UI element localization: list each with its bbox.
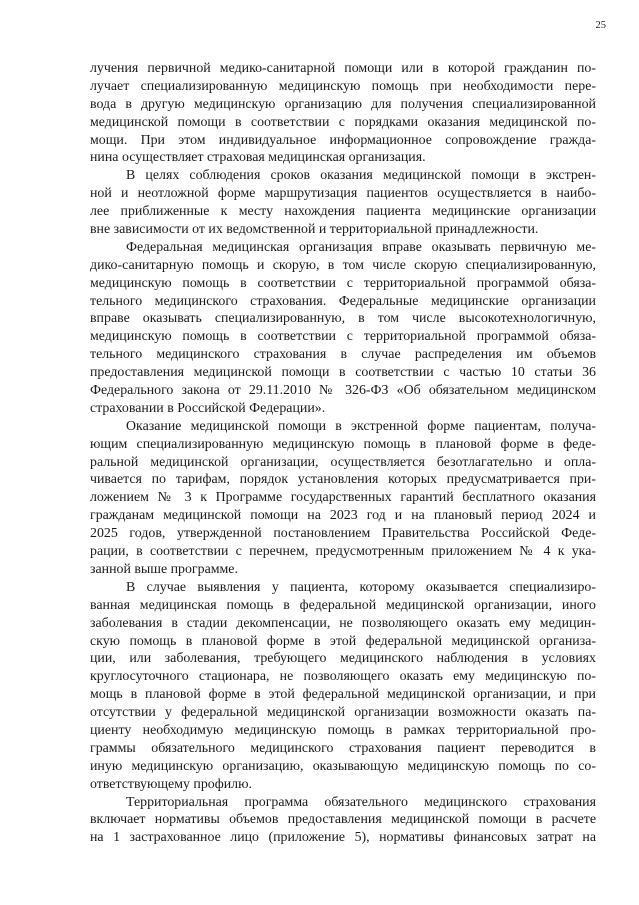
text-line: круглосуточного стационара, не позволяющего оказать ему медицинскую по- [90, 669, 596, 685]
text-line: ции, или заболевания, требующего медицинского наблюдения в условиях [90, 651, 596, 667]
page-number: 25 [595, 20, 606, 31]
text-line: мощь в плановой форме в этой федеральной медицинской организации, и при [90, 687, 596, 703]
text-line: В целях соблюдения сроков оказания медицинской помощи в экстрен- [126, 168, 596, 184]
text-line: предоставления медицинской помощи в соответствии с частью 10 статьи 36 [90, 365, 596, 381]
text-line: заболевания в стадии декомпенсации, не позволяющего оказать ему медицин- [90, 615, 596, 631]
text-line: ющим специализированную медицинскую помощь в плановой форме в феде- [90, 436, 596, 452]
text-line: циенту необходимую медицинскую помощь в рамках территориальной про- [90, 722, 596, 738]
text-line: мощи. При этом индивидуальное информационное сопровождение гражда- [90, 132, 596, 148]
text-line: ложением № 3 к Программе государственных гарантий бесплатного оказания [90, 490, 596, 506]
paragraph [90, 239, 596, 418]
text-line: чивается по тарифам, порядок установления которых предусматривается при- [90, 472, 596, 488]
text-line: медицинскую помощь в соответствии с территориальной программой обяза- [90, 275, 596, 291]
text-line: Территориальная программа обязательного медицинского страхования [126, 794, 596, 810]
text-line: занной выше программе. [90, 561, 238, 577]
text-line: ральной медицинской организации, осуществляется безотлагательно и опла- [90, 454, 596, 470]
text-line: Оказание медицинской помощи в экстренной форме пациентам, получа- [126, 418, 596, 434]
text-line: граммы обязательного медицинского страхования пациент переводится в [90, 740, 596, 756]
text-line: рации, в соответствии с перечнем, предусмотренным приложением № 4 к ука- [90, 544, 596, 560]
text-line: медицинской помощи в соответствии с порядками оказания медицинской по- [90, 114, 596, 130]
text-line: отсутствии у федеральной медицинской организации возможности оказать па- [90, 705, 596, 721]
text-line: ответствующему профилю. [90, 776, 252, 792]
text-line: 2025 годов, утвержденной постановлением Правительства Российской Феде- [90, 526, 596, 542]
text-line: Федеральная медицинская организация вправе оказывать первичную ме- [126, 239, 596, 255]
paragraph [90, 794, 596, 848]
text-line: ной и неотложной форме маршрутизация пациентов осуществляется в наибо- [90, 186, 596, 202]
text-line: лее приближенные к месту нахождения пациента медицинские организации [90, 204, 596, 220]
text-line: медицинскую помощь в соответствии с территориальной программой обяза- [90, 329, 596, 345]
text-line: Федерального закона от 29.11.2010 № 326-ФЗ «Об обязательном медицинском [90, 383, 596, 399]
text-line: нина осуществляет страховая медицинская организация. [90, 150, 426, 166]
paragraph [90, 418, 596, 579]
text-line: лучения первичной медико-санитарной помощи или в которой гражданин по- [90, 61, 596, 76]
text-line: вне зависимости от их ведомственной и территориальной принадлежности. [90, 222, 539, 238]
text-line: включает нормативы объемов предоставления медицинской помощи в расчете [90, 812, 596, 828]
text-line: вода в другую медицинскую организацию для получения специализированной [90, 96, 596, 112]
paragraph [90, 167, 596, 239]
document-body [90, 60, 596, 847]
text-line: тельного медицинского страхования. Федеральные медицинские организации [90, 293, 596, 309]
text-line: страховании в Российской Федерации». [90, 400, 326, 416]
text-line: вправе оказывать специализированную, в том числе высокотехнологичную, [90, 311, 596, 327]
text-line: иную медицинскую организацию, оказывающую медицинскую помощь по со- [90, 758, 596, 774]
text-line: В случае выявления у пациента, которому оказывается специализиро- [126, 579, 596, 595]
paragraph [90, 60, 596, 167]
text-line: тельного медицинского страхования в случае распределения им объемов [90, 347, 596, 363]
text-line: лучает специализированную медицинскую помощь при необходимости пере- [90, 78, 596, 94]
text-line: ванная медицинская помощь в федеральной медицинской организации, иного [90, 597, 596, 613]
text-line: гражданам медицинской помощи на 2023 год и на плановый период 2024 и [90, 508, 596, 524]
paragraph [90, 579, 596, 794]
text-line: скую помощь в плановой форме в этой федеральной медицинской организа- [90, 633, 596, 649]
text-line: дико-санитарную помощь и скорую, в том числе скорую специализированную, [90, 257, 596, 273]
text-line: на 1 застрахованное лицо (приложение 5), нормативы финансовых затрат на [90, 830, 596, 846]
